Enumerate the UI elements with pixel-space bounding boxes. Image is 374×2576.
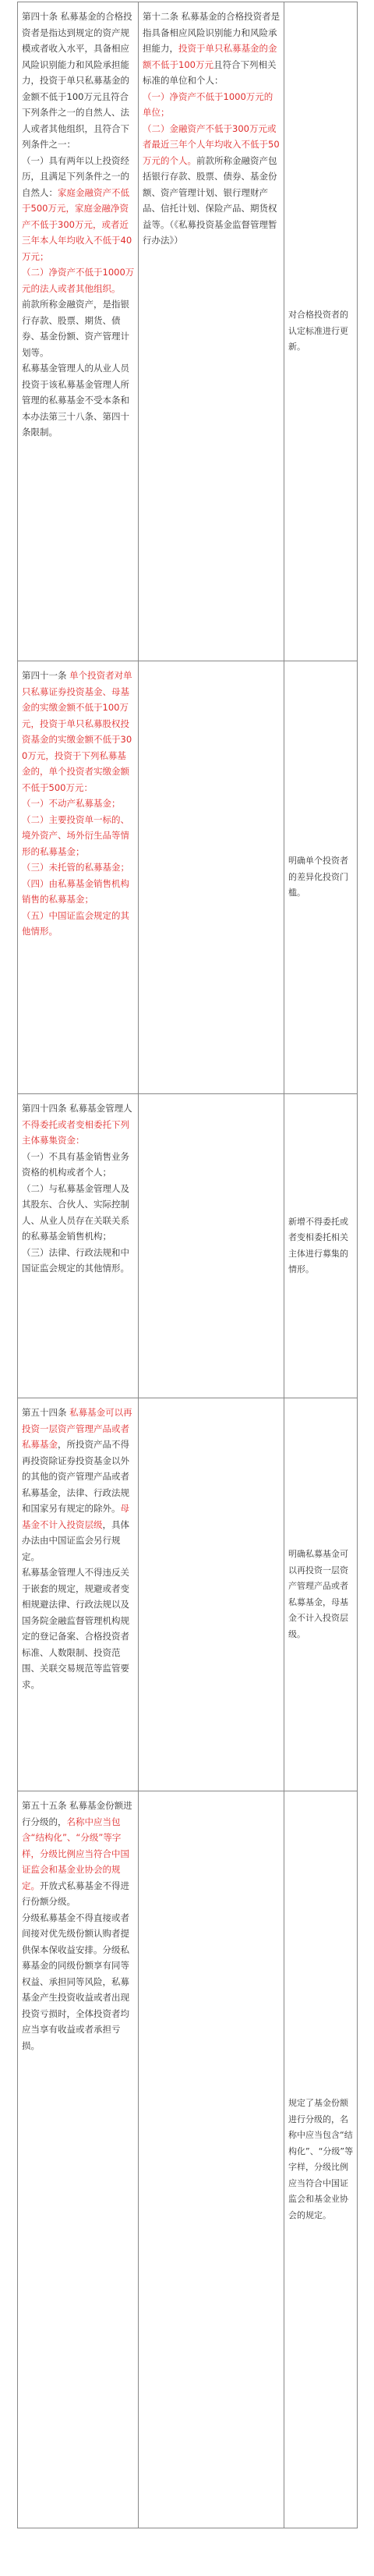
highlighted-text: （二）金融资产不低于300万元或者最近三年个人年均收入不低于50万元的个人。 [143, 122, 280, 166]
clause-text: （一）不具有基金销售业务资格的机构或者个人； [22, 1150, 129, 1178]
middle-paragraph [143, 121, 280, 249]
left-paragraph [22, 1405, 135, 1564]
left-paragraph [22, 908, 135, 940]
left-paragraph [22, 1910, 135, 2054]
highlighted-text: （一）净资产不低于1000万元的单位； [143, 90, 273, 118]
note-text: 对合格投资者的认定标准进行更新。 [288, 310, 348, 353]
note-cell [284, 1791, 358, 2528]
clause-text: 第四十四条 私募基金管理人 [22, 1103, 132, 1114]
clause-text: 第四十一条 [22, 670, 70, 681]
clause-text: 且符合下列相关标准的单位和个人： [143, 58, 277, 86]
comparison-table [17, 2, 358, 2528]
left-paragraph [22, 1798, 135, 1910]
note-cell [284, 661, 358, 1094]
middle-paragraph [143, 9, 280, 89]
clause-text: 第五十五条 私募基金份额进行分级的， [22, 1800, 132, 1827]
clause-text: 私募基金管理人不得违反关于嵌套的规定，规避或者变相规避法律、行政法规以及国务院金融监督管理机构规定的登记备案、合格投资者标准、人数限制、投资范围、关联交易规范等监管要求。 [22, 1567, 129, 1690]
clause-text: 第五十四条 [22, 1407, 70, 1418]
highlighted-text: （四）由私募基金销售机构销售的私募基金； [22, 877, 129, 905]
note-cell [284, 1398, 358, 1791]
middle-cell [139, 2, 284, 661]
comparison-row [18, 1791, 358, 2528]
clause-text: 第十二条 私募基金的合格投资者是指具备相应风险识别能力和风险承担能力， [143, 11, 280, 54]
middle-cell [139, 661, 284, 1094]
left-cell [18, 1791, 139, 2528]
clause-text: ，所投资产品不得再投资除证券投资基金以外的其他的资产管理产品或者私募基金，法律、行政法规和国家另有规定的除外。 [22, 1439, 129, 1514]
note-text: 明确单个投资者的差异化投资门槛。 [288, 856, 348, 898]
left-paragraph [22, 795, 135, 812]
left-paragraph [22, 668, 135, 795]
comparison-table-body [18, 2, 358, 2528]
clause-text: ，具体办法由中国证监会另行规定。 [22, 1518, 129, 1562]
clause-text: （一）具有两年以上投资经历，且满足下列条件之一的自然人： [22, 154, 129, 198]
highlighted-text: 母基金不计入投资层级 [22, 1503, 129, 1530]
note-text: 规定了基金份额进行分级的，名称中应当包含“结构化”、“分级”等字样，分级比例应当符合中国证监会和基金业协会的规定。 [288, 2098, 354, 2220]
note-text: 明确私募基金可以再投资一层资产管理产品或者私募基金，母基金不计入投资层级。 [288, 1549, 348, 1639]
note-text: 新增不得委托或者变相委托相关主体进行募集的情形。 [288, 1216, 348, 1274]
left-paragraph [22, 296, 135, 360]
clause-text: 私募基金管理人的从业人员投资于该私募基金管理人所管理的私募基金不受本条和本办法第三十八条、第四十条限制。 [22, 363, 129, 438]
left-paragraph [22, 153, 135, 265]
left-paragraph [22, 264, 135, 296]
highlighted-text: （五）中国证监会规定的其他情形。 [22, 909, 129, 937]
left-paragraph [22, 1245, 135, 1277]
left-paragraph [22, 1181, 135, 1245]
comparison-row [18, 1398, 358, 1791]
left-cell [18, 661, 139, 1094]
clause-text: 前款所称金融资产，是指银行存款、股票、期货、债券、基金份额、资产管理计划等。 [22, 299, 129, 358]
middle-paragraph [143, 89, 280, 121]
left-paragraph [22, 360, 135, 441]
left-cell [18, 1398, 139, 1791]
highlighted-text: 不得委托或者变相委托下列主体募集资金： [22, 1118, 129, 1146]
left-paragraph [22, 9, 135, 153]
note-cell [284, 1094, 358, 1398]
clause-text: （二）与私募基金管理人及其股东、合伙人、实际控制人、从业人员存在关联关系的私募基金销售机构； [22, 1182, 129, 1242]
clause-text: 分级私募基金不得直接或者间接对优先级份额认购者提供保本保收益安排。分级私募基金的同级份额享有同等权益、承担同等风险，私募基金产生投资收益或者出现投资亏损时，全体投资者均应当享有收益或者承担亏损。 [22, 1912, 129, 2051]
left-cell [18, 1094, 139, 1398]
highlighted-text: （三）未托管的私募基金； [22, 862, 129, 873]
highlighted-text: 私募基金可以再投资一层资产管理产品或者私募基金 [22, 1407, 132, 1450]
comparison-row [18, 1094, 358, 1398]
clause-text: 前款所称金融资产包括银行存款、股票、债券、基金份额、资产管理计划、银行理财产品、信托计划、保险产品、期货权益等。（《私募投资基金监督管理暂行办法》） [143, 154, 277, 246]
highlighted-text: 单个投资者对单只私募证券投资基金、母基金的实缴金额不低于100万元，投资于单只私募股权投资基金的实缴金额不低于300万元，投资于下列私募基金的，单个投资者实缴金额不低于500万元： [22, 670, 132, 793]
left-paragraph [22, 1100, 135, 1149]
clause-text: 开放式私募基金不得进行份额分级。 [22, 1880, 129, 1907]
left-paragraph [22, 1564, 135, 1692]
middle-cell [139, 1791, 284, 2528]
note-cell [284, 2, 358, 661]
comparison-row [18, 661, 358, 1094]
left-paragraph [22, 812, 135, 860]
highlighted-text: （一）不动产私募基金； [22, 798, 121, 809]
clause-text: 第四十条 私募基金的合格投资者是指达到规定的资产规模或者收入水平，具备相应风险识别能力和风险承担能力，投资于单只私募基金的金额不低于100万元且符合下列条件之一的自然人、法人或者其他组织，且符合下列条件之一： [22, 11, 132, 150]
left-paragraph [22, 876, 135, 908]
clause-text: （三）法律、行政法规和中国证监会规定的其他情形。 [22, 1246, 129, 1274]
middle-cell [139, 1398, 284, 1791]
highlighted-text: 投资于单只私募基金的金额不低于100万元 [143, 43, 277, 70]
highlighted-text: （二）净资产不低于1000万元的法人或者其他组织。 [22, 267, 135, 294]
left-cell [18, 2, 139, 661]
highlighted-text: （二）主要投资单一标的、境外资产、场外衍生品等情形的私募基金； [22, 813, 129, 857]
middle-cell [139, 1094, 284, 1398]
highlighted-text: 家庭金融资产不低于500万元，家庭金融净资产不低于300万元，或者近三年本人年均收入不低于40万元； [22, 186, 132, 262]
left-paragraph [22, 859, 135, 876]
left-paragraph [22, 1149, 135, 1181]
highlighted-text: 名称中应当包含“结构化”、“分级”等字样，分级比例应当符合中国证监会和基金业协会的规定。 [22, 1816, 129, 1891]
comparison-row [18, 2, 358, 661]
